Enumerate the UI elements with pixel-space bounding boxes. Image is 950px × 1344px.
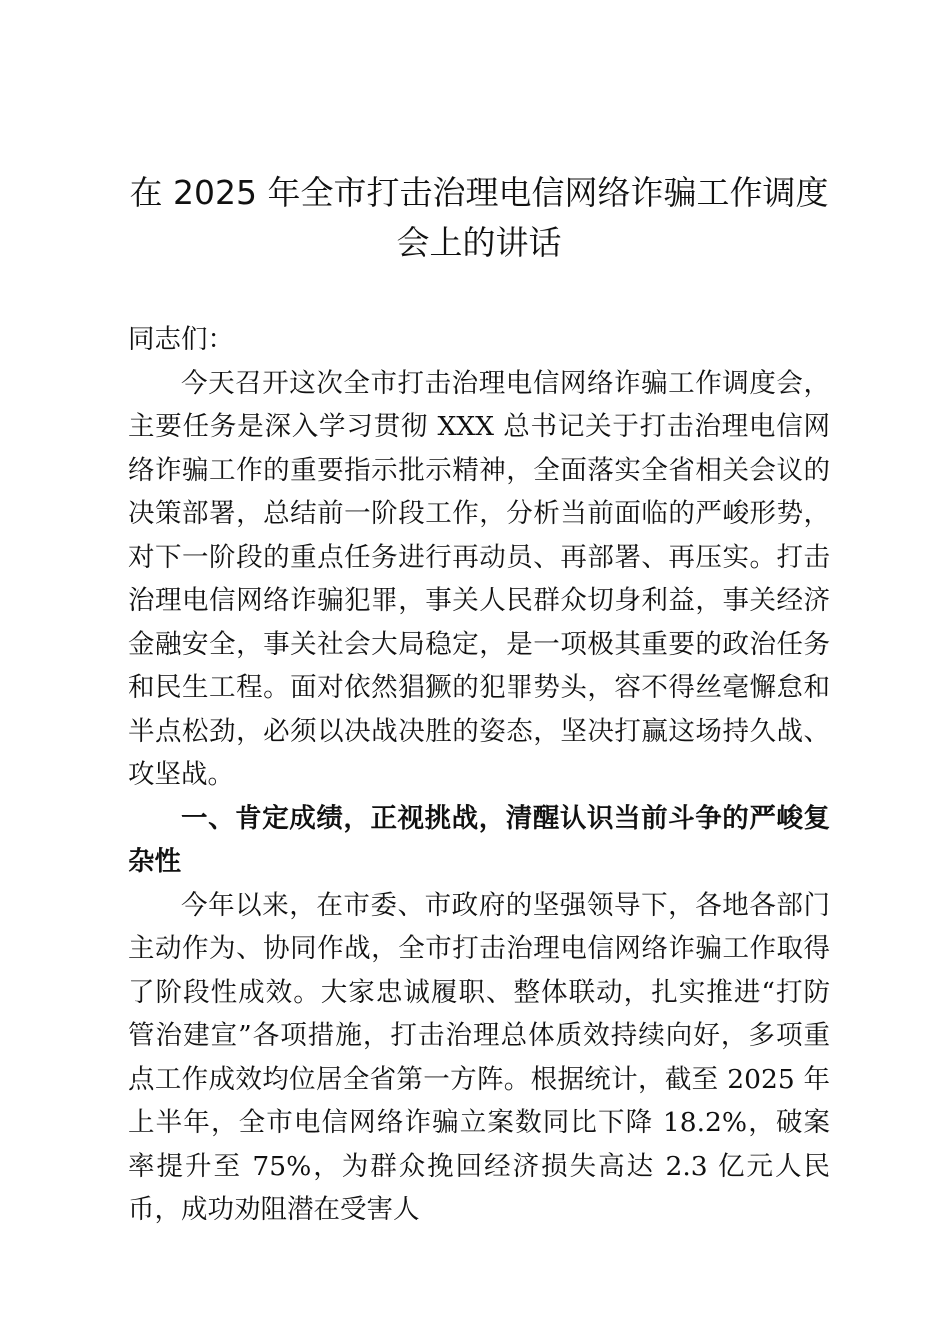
page-title: 在 2025 年全市打击治理电信网络诈骗工作调度会上的讲话: [129, 173, 829, 262]
section-paragraph: 今年以来，在市委、市政府的坚强领导下，各地各部门主动作为、协同作战，全市打击治理电信网络诈骗工作取得了阶段性成效。大家忠诚履职、整体联动，扎实推进“打防管治建宣”各项措施，打击治理总体质效持续向好，多项重点工作成效均位居全省第一方阵。根据统计，截至 2025 年上半年，全市电信网络诈骗立案数同比下降 18.2%，破案率提升至 75%，为群众挽回经济损失高达 2.3 亿元人民币，成功劝阻潜在受害人: [128, 889, 830, 1225]
salutation: 同志们：: [128, 324, 234, 355]
intro-paragraph: 今天召开这次全市打击治理电信网络诈骗工作调度会，主要任务是深入学习贯彻 XXX 总书记关于打击治理电信网络诈骗工作的重要指示批示精神，全面落实全省相关会议的决策部署，总结前一阶段工作，分析当前面临的严峻形势，对下一阶段的重点任务进行再动员、再部署、再压实。打击治理电信网络诈骗犯罪，事关人民群众切身利益，事关经济金融安全，事关社会大局稳定，是一项极其重要的政治任务和民生工程。面对依然猖獗的犯罪势头，容不得丝毫懈怠和半点松劲，必须以决战决胜的姿态，坚决打赢这场持久战、攻坚战。: [128, 367, 830, 790]
section-heading: 一、肯定成绩，正视挑战，清醒认识当前斗争的严峻复杂性: [128, 802, 830, 877]
document-body: [128, 318, 830, 1232]
